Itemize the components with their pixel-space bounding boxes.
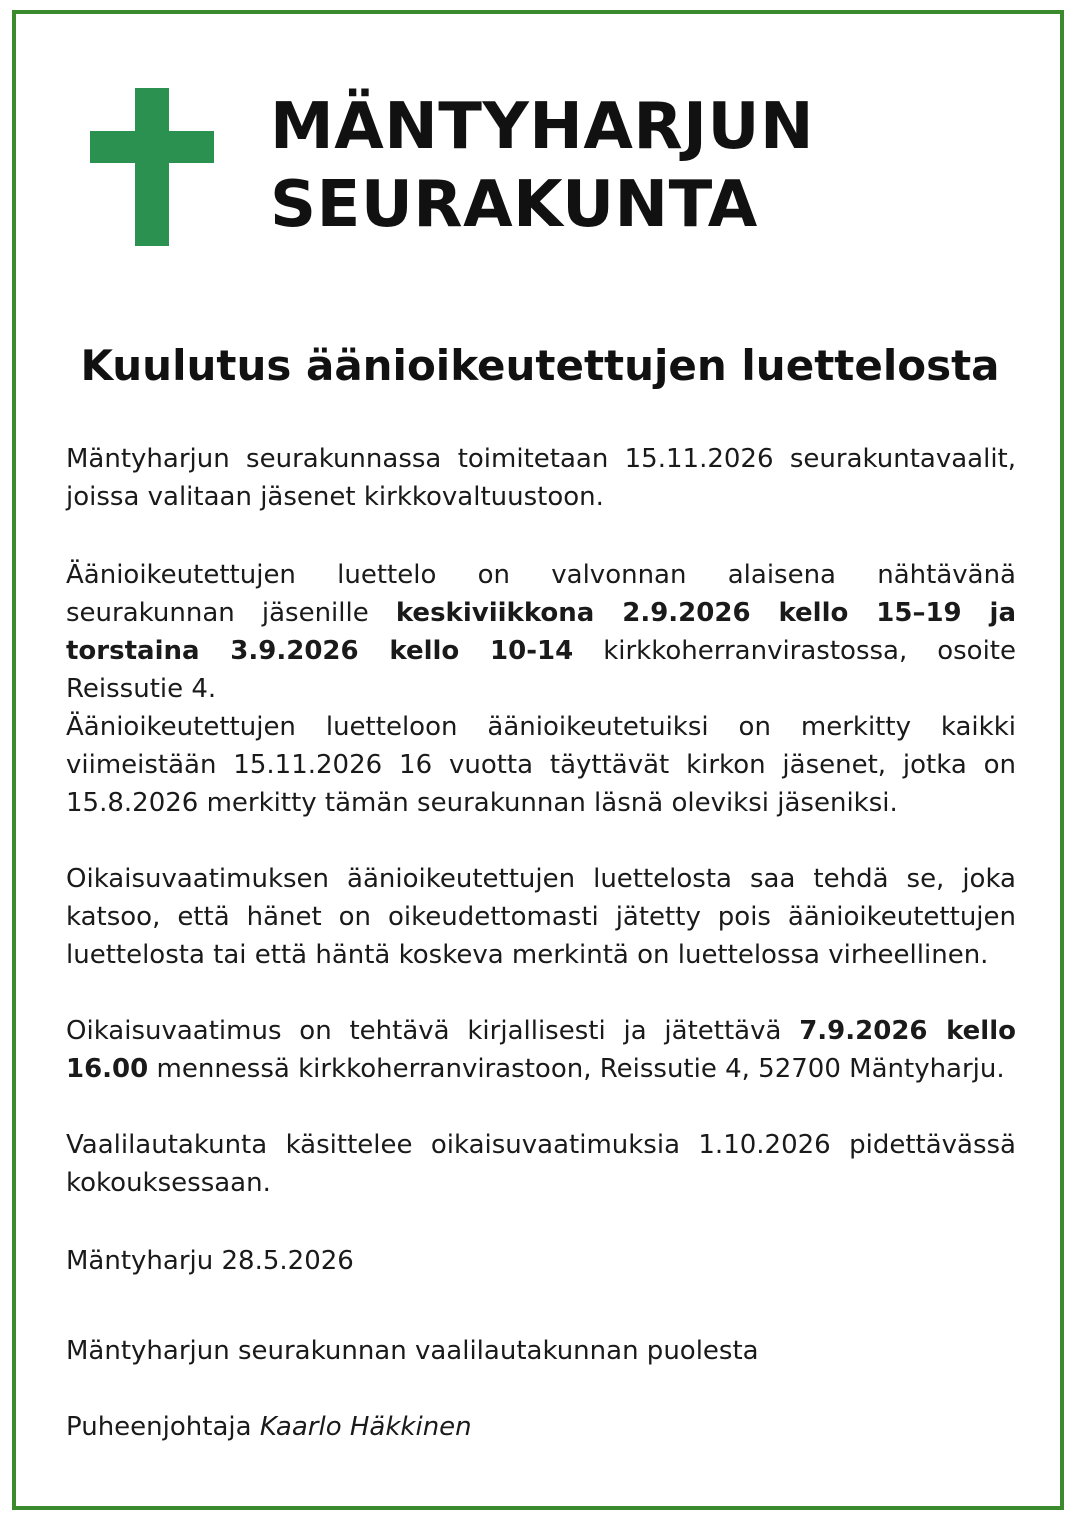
chair-role: Puheenjohtaja <box>66 1412 260 1442</box>
text: Äänioikeutettujen luettelo on valvonnan alaisena nähtävänä seurakunnan jäsenille <box>66 560 1016 628</box>
paragraph-election-date: Mäntyharjun seurakunnassa toimitetaan 15.11.2026 seurakuntavaalit, joissa valitaan jäsenet kirkkovaltuustoon. <box>66 444 1016 512</box>
viewing-times-bold: keskiviikkona 2.9.2026 kello 15–19 ja torstaina 3.9.2026 kello 10-14 <box>66 598 1016 666</box>
chair-name: Kaarlo Häkkinen <box>259 1412 472 1442</box>
paragraph-deadline <box>66 1012 1016 1126</box>
signature-line <box>66 1408 1016 1446</box>
paragraph-eligibility: Äänioikeutettujen luetteloon äänioikeutetuiksi on merkitty kaikki viimeistään 15.11.2026 16 vuotta täyttävät kirkon jäsenet, jotka on 15.8.2026 merkitty tämän seurakunnan läsnä oleviksi jäseniksi. <box>66 712 1016 818</box>
text: kirkkoherranvirastossa, osoite Reissutie 4. <box>66 636 1016 704</box>
paragraph-meeting: Vaalilautakunta käsittelee oikaisuvaatimuksia 1.10.2026 pidettävässä kokouksessaan. <box>66 1130 1016 1198</box>
paragraph-rectification: Oikaisuvaatimuksen äänioikeutettujen luettelosta saa tehdä se, joka katsoo, että hänet on oikeudettomasti jätetty pois äänioikeutettujen luettelosta tai että häntä koskeva merkintä on luettelossa virheellinen. <box>66 864 1016 970</box>
deadline-bold: 7.9.2026 kello 16.00 <box>66 1016 1016 1084</box>
parish-header <box>90 88 1010 248</box>
notice-title: Kuulutus äänioikeutettujen luettelosta <box>80 341 1000 390</box>
parish-name-line2: SEURAKUNTA <box>270 168 758 242</box>
cross-icon <box>90 88 214 246</box>
on-behalf-of: Mäntyharjun seurakunnan vaalilautakunnan puolesta <box>66 1336 759 1366</box>
parish-name <box>270 88 814 244</box>
place-date: Mäntyharju 28.5.2026 <box>66 1246 354 1276</box>
paragraph-viewing-times <box>66 556 1016 708</box>
parish-name-line1: MÄNTYHARJUN <box>270 90 814 164</box>
text: mennessä kirkkoherranvirastoon, Reissutie 4, 52700 Mäntyharju. <box>148 1054 1005 1084</box>
notice-body <box>66 440 1016 1446</box>
text: Oikaisuvaatimus on tehtävä kirjallisesti ja jätettävä <box>66 1016 800 1046</box>
